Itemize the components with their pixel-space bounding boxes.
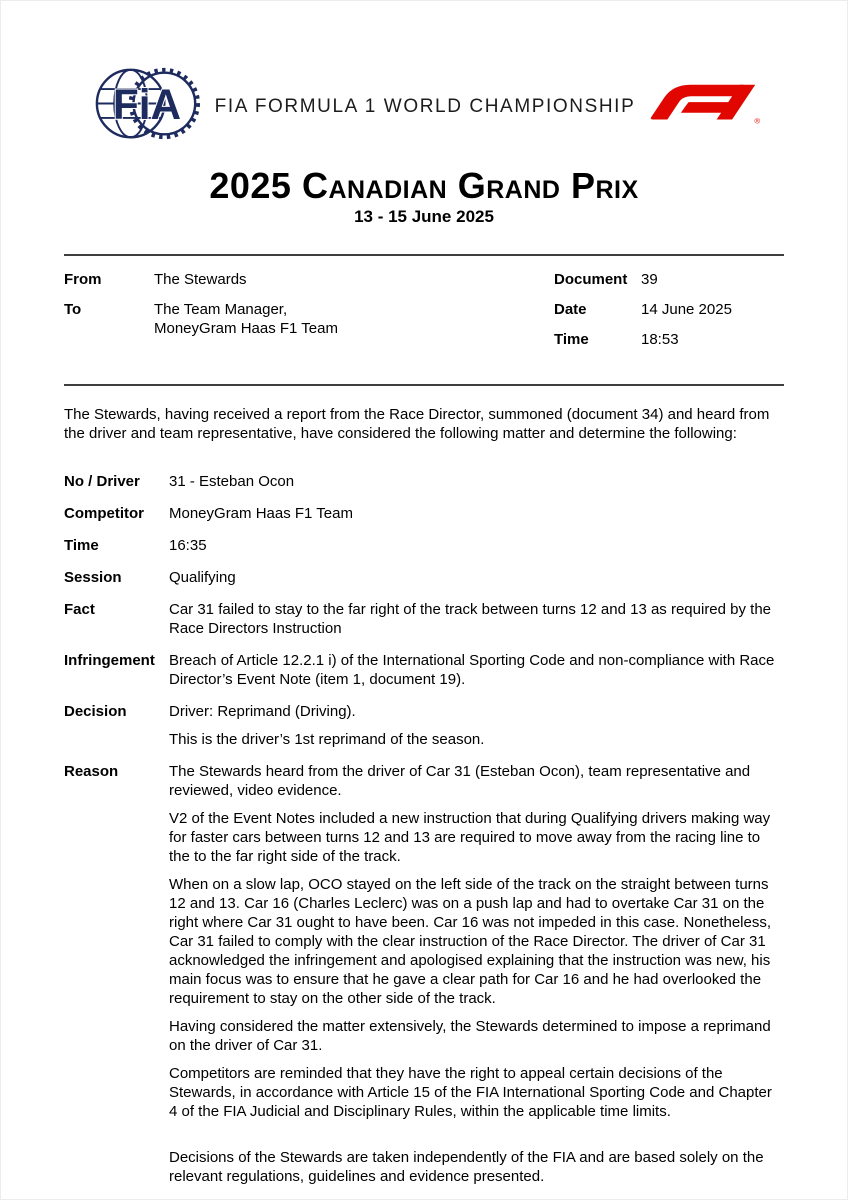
reason-paragraph-1: The Stewards heard from the driver of Car 31 (Esteban Ocon), team representative and reviewed, video evidence. <box>169 763 751 799</box>
field-row-fact <box>64 600 784 638</box>
fia-logo-icon <box>94 63 200 150</box>
meta-row-to <box>64 300 554 338</box>
reason-label: Reason <box>64 763 119 780</box>
to-value <box>154 300 338 338</box>
meta-document-info <box>554 270 784 360</box>
fact-value: Car 31 failed to stay to the far right of the track between turns 12 and 13 as required by the Race Directors Instruction <box>169 601 772 637</box>
f1-logo-icon <box>650 80 762 133</box>
no-driver-label: No / Driver <box>64 473 140 490</box>
footer-note: Decisions of the Stewards are taken independently of the FIA and are based solely on the relevant regulations, guidelines and evidence presented. <box>169 1149 764 1185</box>
document-meta-table <box>64 254 784 386</box>
document-number: 39 <box>641 271 658 288</box>
from-label: From <box>64 271 102 288</box>
reason-paragraph-2: V2 of the Event Notes included a new instruction that during Qualifying drivers making way for faster cars between turns 12 and 13 are required to move away from the racing line to the to the far right side of the track. <box>169 810 771 865</box>
from-value: The Stewards <box>154 271 247 288</box>
date-label: Date <box>554 301 587 318</box>
time-value: 18:53 <box>641 331 679 348</box>
f1-registered-mark: ® <box>754 116 761 126</box>
event-title: 2025 Canadian Grand Prix <box>209 165 639 206</box>
reason-paragraph-5: Competitors are reminded that they have the right to appeal certain decisions of the Stewards, in accordance with Article 15 of the FIA International Sporting Code and Chapter 4 of the FIA Judicial and Disciplinary Rules, within the applicable time limits. <box>169 1065 772 1120</box>
meta-row-from <box>64 270 554 289</box>
document-header <box>64 63 784 150</box>
meta-from-to <box>64 270 554 360</box>
to-label: To <box>64 301 82 318</box>
date-value: 14 June 2025 <box>641 301 732 318</box>
decision-label: Decision <box>64 703 127 720</box>
field-row-time <box>64 536 784 555</box>
field-row-decision <box>64 702 784 749</box>
document-label: Document <box>554 271 628 288</box>
decision-paragraph-2: This is the driver’s 1st reprimand of the season. <box>169 731 485 748</box>
field-row-footer-note <box>64 1148 784 1186</box>
field-row-session <box>64 568 784 587</box>
meta-row-date <box>554 300 784 319</box>
decision-value <box>169 702 784 749</box>
session-time-label: Time <box>64 537 99 554</box>
no-driver-value: 31 - Esteban Ocon <box>169 473 295 490</box>
field-row-infringement <box>64 651 784 689</box>
competitor-value: MoneyGram Haas F1 Team <box>169 505 353 522</box>
session-label: Session <box>64 569 122 586</box>
time-label: Time <box>554 331 589 348</box>
field-row-reason <box>64 762 784 1121</box>
decision-fields <box>64 472 784 1186</box>
fact-label: Fact <box>64 601 95 618</box>
to-value-line1: The Team Manager, <box>154 301 288 318</box>
fia-logo-text: FiA <box>112 80 182 128</box>
competitor-label: Competitor <box>64 505 144 522</box>
reason-paragraph-3: When on a slow lap, OCO stayed on the left side of the track on the straight between turns 12 and 13. Car 16 (Charles Leclerc) was on a push lap and had to overtake Car 31 on the right where Car 31 ought to have been. Car 16 was not impeded in this case. Nonetheless, Car 31 failed to comply with the clear instruction of the Race Director. The driver of Car 31 acknowledged the infringement and apologised explaining that the instruction was new, his main focus was to ensure that he gave a clear path for Car 16 and he had overlooked the requirement to stay on the other side of the track. <box>169 876 772 1007</box>
event-title-block <box>64 165 784 227</box>
infringement-value: Breach of Article 12.2.1 i) of the International Sporting Code and non-compliance with Race Director’s Event Note (item 1, document 19). <box>169 652 775 688</box>
session-value: Qualifying <box>169 569 236 586</box>
decision-paragraph-1: Driver: Reprimand (Driving). <box>169 703 356 720</box>
meta-row-document <box>554 270 784 289</box>
meta-row-time <box>554 330 784 349</box>
field-row-no-driver <box>64 472 784 491</box>
reason-value <box>169 762 784 1121</box>
infringement-label: Infringement <box>64 652 155 669</box>
session-time-value: 16:35 <box>169 537 207 554</box>
intro-paragraph: The Stewards, having received a report from the Race Director, summoned (document 34) and heard from the driver and team representative, have considered the following matter and determine the following: <box>64 406 770 442</box>
event-dates: 13 - 15 June 2025 <box>354 207 494 226</box>
footer-note-spacer <box>64 1148 169 1186</box>
reason-paragraph-4: Having considered the matter extensively, the Stewards determined to impose a reprimand on the driver of Car 31. <box>169 1018 771 1054</box>
to-value-line2: MoneyGram Haas F1 Team <box>154 320 338 337</box>
championship-title: FIA FORMULA 1 WORLD CHAMPIONSHIP <box>214 95 636 117</box>
field-row-competitor <box>64 504 784 523</box>
